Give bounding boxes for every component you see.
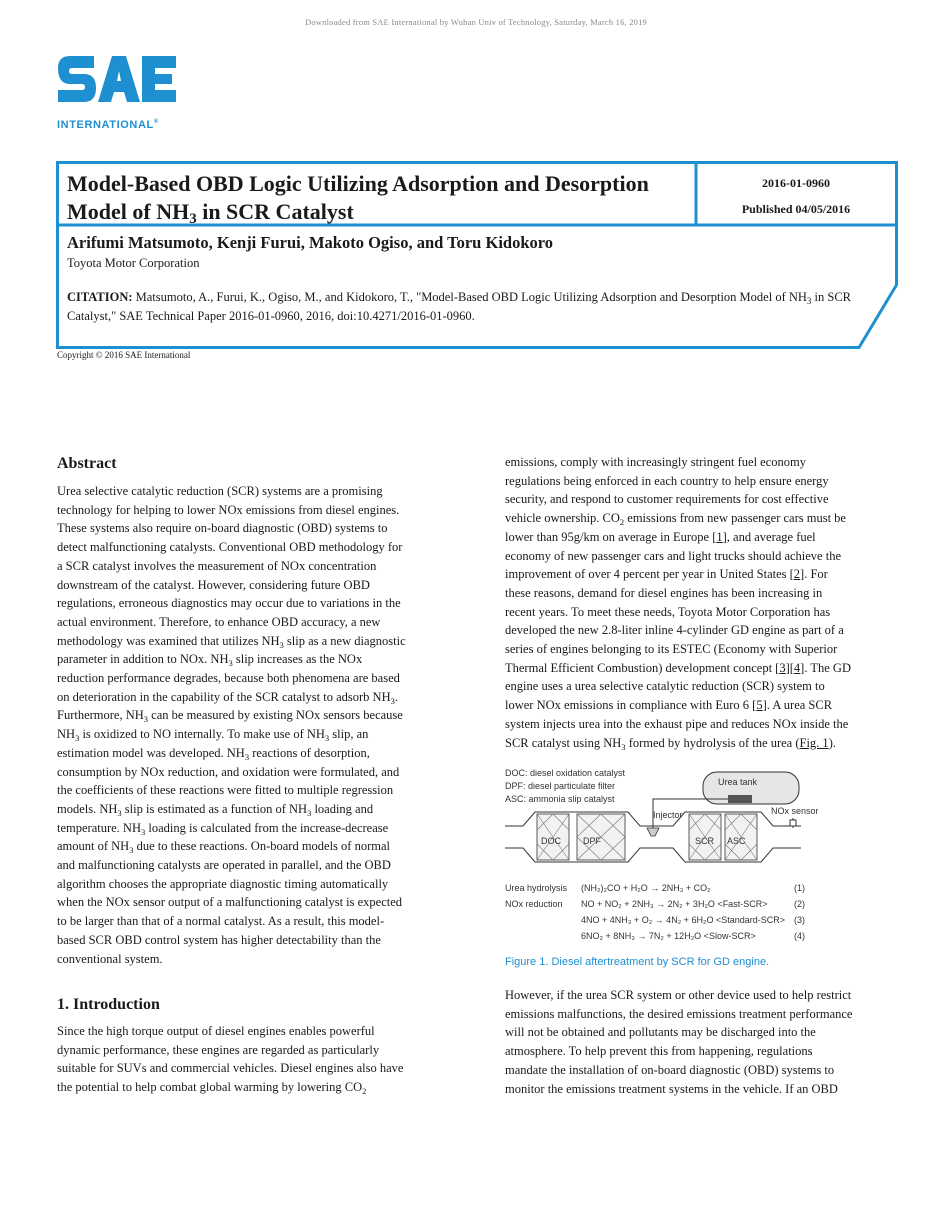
text-line: These systems also require on-board diagnostic (OBD) systems to — [57, 521, 388, 536]
text-line: mandate the installation of on-board diagnostic (OBD) systems to — [505, 1062, 835, 1077]
reference-link[interactable]: 5 — [756, 698, 763, 713]
text-line: methodology was examined that utilizes $NH_3$ slip as a new diagnostic — [57, 633, 406, 650]
authors: Arifumi Matsumoto, Kenji Furui, Makoto Ogiso, and Toru Kidokoro — [67, 233, 554, 252]
text-line: technology for helping to lower NOx emissions from diesel engines. — [57, 502, 400, 517]
text-line: dynamic performance, these engines are regarded as particularly — [57, 1042, 380, 1057]
text-line: based SCR OBD control system has higher detectability than the — [57, 932, 381, 947]
reference-link[interactable]: Fig. 1 — [799, 735, 829, 750]
urea-tank-label: Urea tank — [718, 777, 758, 787]
injector-shape — [647, 828, 659, 836]
eq-number-4: (4) — [794, 931, 805, 941]
text-line: when the NOx sensor output of a malfunctioning catalyst is expected — [57, 895, 403, 910]
reference-link[interactable]: 1 — [716, 529, 723, 544]
text-line: lower than 95g/km on average in Europe [1], and average fuel — [505, 529, 816, 544]
text-line: and malfunctioning catalysts are operated in parallel, and the OBD — [57, 858, 391, 873]
text-line: suitable for SUVs and commercial vehicles. Diesel engines also have — [57, 1061, 404, 1076]
text-line: consumption by NOx reduction, and oxidation were formulated, and — [57, 764, 400, 779]
text-line: Urea selective catalytic reduction (SCR) systems are a promising — [57, 484, 383, 498]
text-line: engine uses a urea selective catalytic reduction (SCR) system to — [505, 679, 825, 694]
subscript: 3 — [324, 733, 330, 744]
text-line: developed the new 2.8-liter inline 4-cylinder GD engine as part of a — [505, 623, 844, 638]
reference-link[interactable]: 3 — [779, 660, 786, 675]
eq-label-hydrolysis: Urea hydrolysis — [505, 883, 568, 893]
subscript: 3 — [228, 658, 233, 669]
right-bottom-section — [505, 986, 897, 1098]
subscript: 3 — [390, 695, 395, 706]
abstract-section — [57, 454, 455, 968]
text-line: models. $NH_3$ slip is estimated as a function of $NH_3$ loading and — [57, 801, 374, 818]
figure-1-caption: Figure 1. Diesel aftertreatment by SCR for GD engine. — [505, 956, 770, 968]
eq-number-2: (2) — [794, 899, 805, 909]
legend-doc: DOC: diesel oxidation catalyst — [505, 768, 626, 778]
text-line: recent years. To meet these needs, Toyota Motor Corporation has — [505, 604, 831, 619]
reference-link[interactable]: 2 — [793, 567, 801, 582]
text-line: estimation model was developed. $NH_3$ reactions of desorption, — [57, 745, 370, 762]
equation-1: (NH₂)₂CO + H₂O → 2NH₃ + CO₂ — [581, 883, 711, 893]
text-line: security, and respond to customer requirements for cost effective — [505, 492, 829, 507]
citation: CITATION: Matsumoto, A., Furui, K., Ogiso, M., and Kidokoro, T., "Model-Based OBD Logic Utilizing Adsorption and Desorption Model of $NH_3$ in SCR Catalyst," SAE Technical Paper 2016-01-0960, 2016, doi:10.4271/2016-01-0960. — [67, 290, 852, 323]
text-line: conventional system. — [57, 951, 163, 966]
paper-title: Model-Based OBD Logic Utilizing Adsorption and Desorption Model of $NH_3$ in SCR Catalyst — [67, 171, 649, 227]
text-line: system injects urea into the exhaust pipe and reduces NOx inside the — [505, 716, 849, 731]
reference-link[interactable]: 4 — [793, 660, 801, 675]
download-note: Downloaded from SAE International by Wuhan Univ of Technology, Saturday, March 16, 2019 — [305, 17, 647, 27]
text-line: monitor the emissions treatment systems in the vehicle. If an OBD — [505, 1081, 838, 1096]
text-line: Since the high torque output of diesel engines enables powerful — [57, 1024, 375, 1038]
text-line: to be larger than that of a normal catalyst. As a result, this model- — [57, 914, 385, 929]
publication-date: Published 04/05/2016 — [741, 202, 851, 216]
text-line: amount of $NH_3$ due to these reactions. On-board models of normal — [57, 839, 390, 856]
text-line: lower NOx emissions in compliance with Euro 6 [5]. A urea SCR — [505, 698, 833, 713]
text-line: the potential to help combat global warming by lowering $CO_2$ — [57, 1080, 367, 1097]
subscript: 3 — [141, 826, 146, 837]
text-line: on deterioration in the capability of the SCR catalyst to adsorb $NH_3$. — [57, 689, 398, 706]
text-line: these reasons, demand for diesel engines has been increasing in — [505, 585, 823, 600]
text-line: detect malfunctioning catalysts. Conventional OBD methodology for — [57, 540, 403, 555]
nox-sensor-label: NOx sensor — [771, 806, 819, 816]
figure-1-diagram — [503, 766, 819, 944]
doc-label: DOC — [541, 836, 561, 846]
abstract-body — [57, 482, 455, 968]
text-line: will not be obtained and pollutants may be discharged into the — [505, 1025, 816, 1040]
text-line: regulations, erroneous diagnostics may occur due to variations in the — [57, 596, 401, 611]
text-line: downstream of the catalyst. However, considering future OBD — [57, 577, 370, 592]
text-line: the coefficients of these reactions were fitted to multiple regression — [57, 783, 394, 798]
urea-pump-shape — [728, 795, 752, 803]
introduction-body — [57, 1022, 455, 1097]
scr-label: SCR — [695, 836, 715, 846]
copyright: Copyright © 2016 SAE International — [57, 350, 191, 360]
paper-id: 2016-01-0960 — [762, 176, 830, 190]
text-line: regulations being enforced in each country to help ensure energy — [505, 473, 829, 488]
text-line: emissions malfunctions, the desired emissions treatment performance — [505, 1006, 853, 1021]
text-line: atmosphere. To help prevent this from happening, regulations — [505, 1044, 813, 1059]
injector-label: Injector — [653, 810, 683, 820]
subscript: 3 — [75, 733, 80, 744]
equation-3: 4NO + 4NH₃ + O₂ → 4N₂ + 6H₂O <Standard-SCR> — [581, 915, 785, 925]
eq-number-3: (3) — [794, 915, 805, 925]
text-line: Thermal Efficient Combustion) development concept [3][4]. The GD — [505, 660, 851, 675]
eq-label-reduction: NOx reduction — [505, 899, 563, 909]
text-line: SCR catalyst using $NH_3$ formed by hydrolysis of the urea (Fig. 1). — [505, 735, 836, 752]
text-line: a SCR catalyst involves the measurement of NOx concentration — [57, 558, 377, 573]
text-line: improvement of over 4 percent per year in United States [2]. For — [505, 567, 828, 582]
subscript: 3 — [279, 639, 284, 650]
subscript: 2 — [362, 1086, 367, 1097]
text-line: economy of new passenger cars and light trucks should achieve the — [505, 548, 842, 563]
right-bottom-body — [505, 986, 897, 1098]
introduction-continued-body — [505, 453, 897, 752]
sae-international-label: INTERNATIONAL® — [57, 119, 159, 131]
subscript: 3 — [143, 714, 149, 725]
subscript: 3 — [307, 807, 312, 818]
affiliation: Toyota Motor Corporation — [67, 256, 200, 270]
subscript: 3 — [244, 751, 250, 762]
text-line: parameter in addition to NOx. $NH_3$ slip increases as the NOx — [57, 652, 363, 669]
introduction-heading: 1. Introduction — [57, 996, 160, 1013]
legend-dpf: DPF: diesel particulate filter — [505, 781, 616, 791]
text-line: algorithm chooses the appropriate diagnostic timing automatically — [57, 876, 389, 891]
text-line: emissions, comply with increasingly stringent fuel economy — [505, 455, 806, 469]
subscript: 3 — [117, 807, 122, 818]
equation-2: NO + NO₂ + 2NH₃ → 2N₂ + 3H₂O <Fast-SCR> — [581, 899, 768, 909]
header-box — [56, 161, 898, 349]
legend-asc: ASC: ammonia slip catalyst — [505, 794, 615, 804]
text-line: reduction performance degrades, because both phenomena are based — [57, 671, 400, 686]
text-line: vehicle ownership. $CO_2$ emissions from new passenger cars must be — [505, 511, 846, 528]
equation-4: 6NO₂ + 8NH₃ → 7N₂ + 12H₂O <Slow-SCR> — [581, 931, 756, 941]
asc-label: ASC — [727, 836, 746, 846]
text-line: However, if the urea SCR system or other device used to help restrict — [505, 988, 852, 1002]
introduction-section — [57, 995, 455, 1097]
text-line: actual environment. Therefore, to enhance OBD accuracy, a new — [57, 614, 381, 629]
introduction-continued — [505, 453, 897, 752]
eq-number-1: (1) — [794, 883, 805, 893]
subscript: 2 — [619, 517, 625, 528]
subscript: 3 — [129, 845, 134, 856]
subscript: 3 — [621, 741, 626, 752]
text-line: series of engines belonging to its ESTEC (Economy with Superior — [505, 642, 838, 657]
text-line: temperature. $NH_3$ loading is calculated from the increase-decrease — [57, 820, 389, 837]
text-line: Furthermore, $NH_3$ can be measured by existing NOx sensors because — [57, 708, 403, 725]
abstract-heading: Abstract — [57, 455, 117, 472]
dpf-label: DPF — [583, 836, 601, 846]
text-line: $NH_3$ is oxidized to NO internally. To make use of $NH_3$ slip, an — [57, 727, 369, 744]
